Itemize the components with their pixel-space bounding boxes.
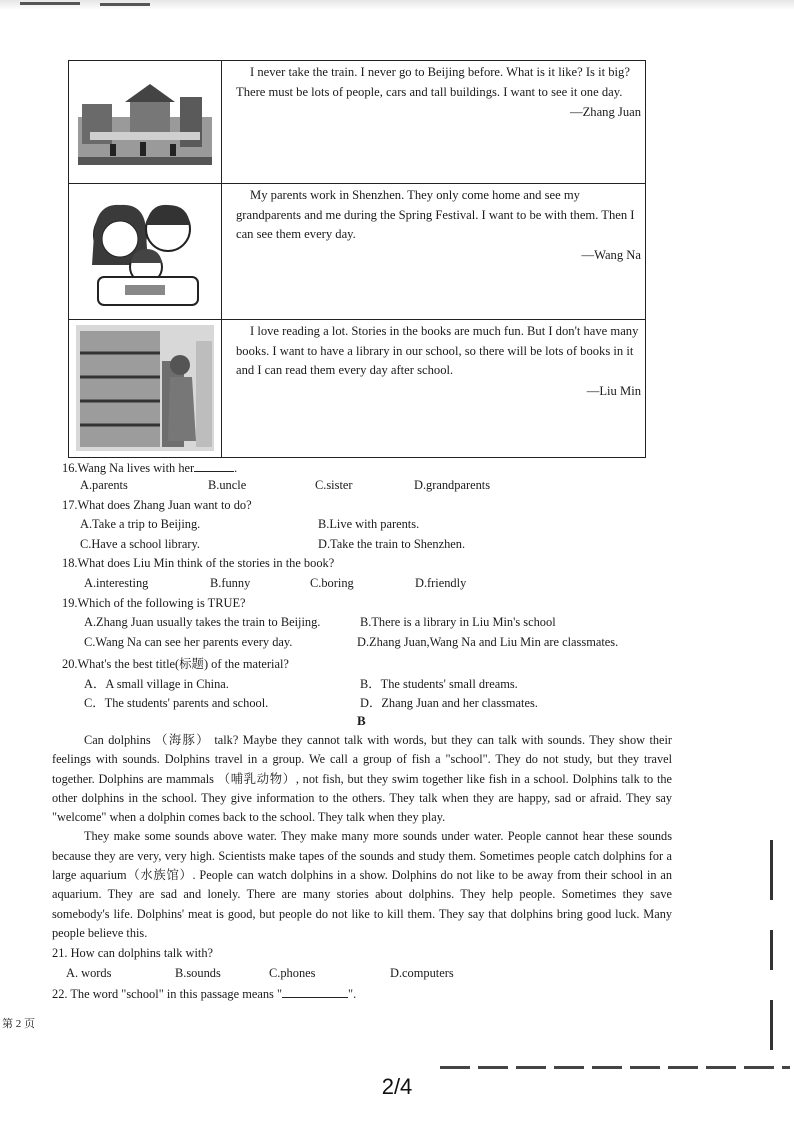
signature: —Liu Min bbox=[586, 383, 641, 398]
signature: —Zhang Juan bbox=[570, 105, 641, 119]
option[interactable]: B.sounds bbox=[175, 966, 221, 980]
ad-text: I never take the train. I never go to Beijing before. What is it like? Is it big? There must be lots of people, cars and tall buildings. I want to see it one day. bbox=[236, 65, 630, 99]
ad-text-cell bbox=[222, 320, 646, 458]
option[interactable]: D.computers bbox=[390, 966, 454, 980]
option[interactable]: B.There is a library in Liu Min's school bbox=[360, 615, 556, 629]
scan-mark bbox=[440, 1066, 790, 1069]
option[interactable]: A.interesting bbox=[84, 576, 149, 590]
ad-text-cell bbox=[222, 184, 646, 320]
option[interactable]: C．The students' parents and school. bbox=[84, 696, 269, 710]
question-22 bbox=[52, 985, 356, 1002]
question-21: 21. How can dolphins talk with? bbox=[52, 946, 214, 960]
library-shelves-icon bbox=[70, 321, 220, 455]
scan-mark bbox=[770, 930, 773, 970]
question-tail: ". bbox=[348, 987, 357, 1001]
option[interactable]: D.grandparents bbox=[414, 478, 491, 492]
reading-table bbox=[68, 60, 646, 458]
passage-paragraph: They make some sounds above water. They make many more sounds under water. People cannot hear these sounds because they are very, very high. Scientists make tapes of the sounds and study them. Sometimes people catch dolphins for a large aquarium（水族馆）. People can watch dolphins in a show. Dolphins do not like to be away from their school in an aquarium. They are sad and lonely. There are many stories about dolphins. They help people. Sometimes they save somebody's life. Dolphins' meat is good, but people do not like to kill them. They say that dolphins bring good luck. Many people believe this. bbox=[52, 829, 672, 940]
picture-cell bbox=[69, 184, 222, 320]
picture-cell bbox=[69, 61, 222, 184]
option[interactable]: C.Have a school library. bbox=[80, 537, 200, 551]
question-19: 19.Which of the following is TRUE? bbox=[62, 596, 246, 610]
scan-mark bbox=[770, 840, 773, 900]
option[interactable]: A.parents bbox=[80, 478, 128, 492]
scan-mark bbox=[20, 2, 80, 5]
ad-text-cell bbox=[222, 61, 646, 184]
question-stem: 16.Wang Na lives with her bbox=[62, 461, 195, 475]
question-20: 20.What's the best title(标题) of the material? bbox=[62, 657, 289, 671]
city-buildings-icon bbox=[70, 62, 220, 182]
footer-page-label: 第 2 页 bbox=[2, 1018, 35, 1030]
option[interactable]: B.uncle bbox=[208, 478, 247, 492]
option[interactable]: D．Zhang Juan and her classmates. bbox=[360, 696, 538, 710]
question-tail: . bbox=[234, 461, 238, 475]
section-heading: B bbox=[357, 713, 366, 728]
answer-blank[interactable] bbox=[194, 459, 234, 472]
option[interactable]: C.boring bbox=[310, 576, 354, 590]
option[interactable]: B.Live with parents. bbox=[318, 517, 420, 531]
option[interactable]: C.Wang Na can see her parents every day. bbox=[84, 635, 293, 649]
question-16 bbox=[62, 459, 237, 476]
scan-mark bbox=[770, 1000, 773, 1050]
question-18: 18.What does Liu Min think of the stories in the book? bbox=[62, 556, 335, 570]
option[interactable]: A. words bbox=[66, 966, 112, 980]
signature: —Wang Na bbox=[581, 247, 641, 262]
option[interactable]: D.Zhang Juan,Wang Na and Liu Min are classmates. bbox=[357, 635, 619, 649]
option[interactable]: A.Zhang Juan usually takes the train to Beijing. bbox=[84, 615, 321, 629]
scan-mark bbox=[100, 3, 150, 6]
option[interactable]: B．The students' small dreams. bbox=[360, 677, 518, 691]
question-17: 17.What does Zhang Juan want to do? bbox=[62, 498, 252, 512]
option[interactable]: A．A small village in China. bbox=[84, 677, 229, 691]
family-cartoon-icon bbox=[70, 185, 220, 317]
passage-paragraph: Can dolphins （海豚） talk? Maybe they cannot talk with words, but they can talk with sounds. They show their feelings with sounds. Dolphins travel in a group. We call a group of fish a "school". They do not study, but they travel together. Dolphins are mammals （哺乳动物）, not fish, but they swim together like fish in a school. Dolphins talk to the other dolphins in the school. They give information to the others. They talk when they are happy, sad or afraid. They say "welcome" when a dolphin comes back to the school. They talk when they play. bbox=[52, 733, 672, 825]
option[interactable]: D.friendly bbox=[415, 576, 467, 590]
option[interactable]: C.phones bbox=[269, 966, 316, 980]
passage bbox=[52, 731, 672, 943]
picture-cell bbox=[69, 320, 222, 458]
option[interactable]: A.Take a trip to Beijing. bbox=[80, 517, 201, 531]
option[interactable]: D.Take the train to Shenzhen. bbox=[318, 537, 466, 551]
ad-text: My parents work in Shenzhen. They only come home and see my grandparents and me during the Spring Festival. I want to be with them. Then I can see them every day. bbox=[236, 188, 635, 241]
question-stem: 22. The word "school" in this passage means " bbox=[52, 987, 283, 1001]
ad-text: I love reading a lot. Stories in the books are much fun. But I don't have many books. I want to have a library in our school, so there will be lots of books in it and I can read them every day after school. bbox=[236, 324, 639, 377]
page-number: 2/4 bbox=[381, 1074, 413, 1099]
option[interactable]: B.funny bbox=[210, 576, 251, 590]
option[interactable]: C.sister bbox=[315, 478, 353, 492]
answer-blank[interactable] bbox=[282, 985, 348, 998]
